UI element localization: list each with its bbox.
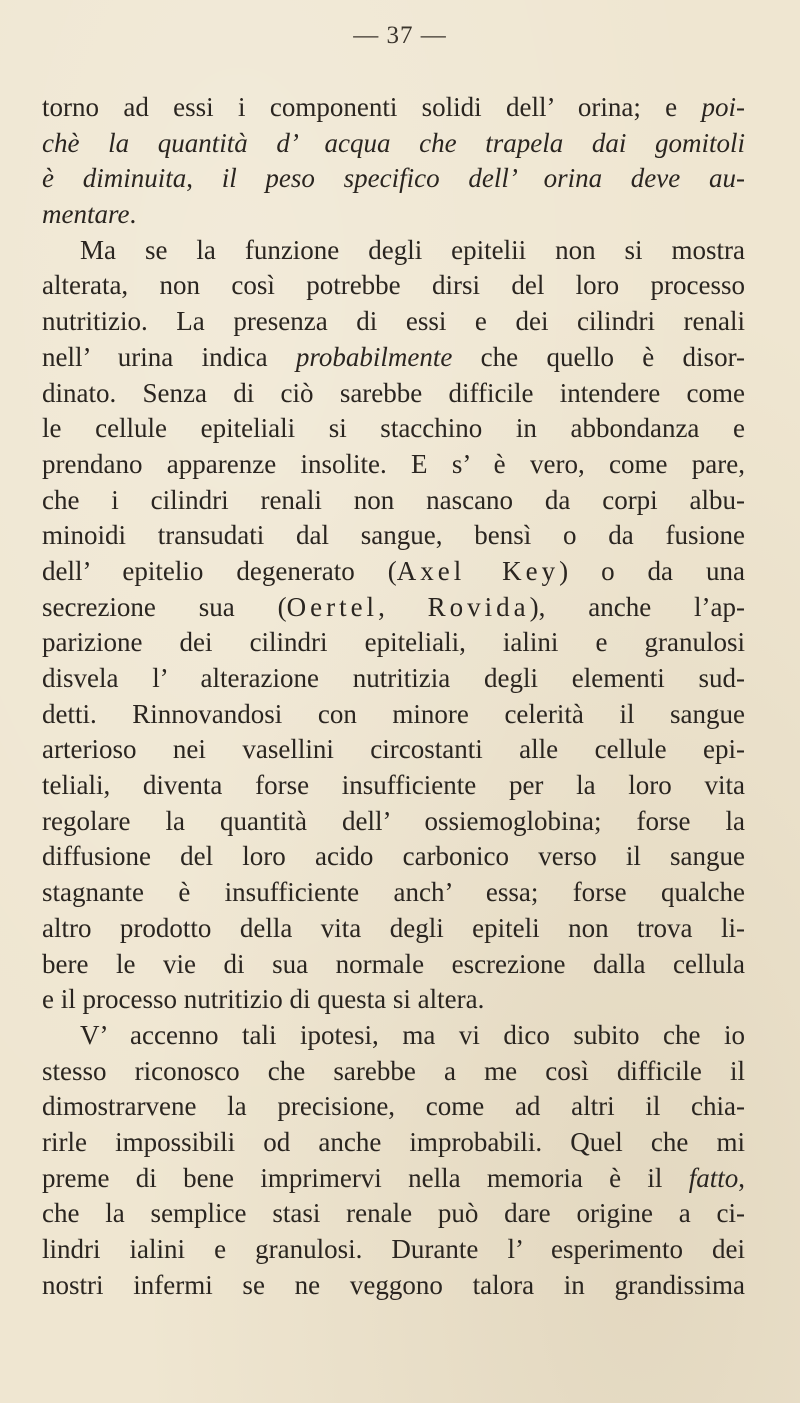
text-line: [42, 376, 745, 412]
text-run: probabilmente: [295, 341, 453, 372]
text-run: minoidi transudati dal sangue, bensì o da fusione: [42, 520, 745, 551]
text-line: [42, 590, 745, 626]
text-run: ), anche l’ap-: [529, 591, 745, 622]
text-run: regolare la quantità dell’ ossiemoglobina; forse la: [42, 805, 745, 836]
text-line: [42, 411, 745, 447]
text-line: [42, 768, 745, 804]
text-run: prendano apparenze insolite. E s’ è vero, come pare,: [42, 448, 745, 479]
text-line: [42, 1089, 745, 1125]
text-run: nell’ urina indica: [42, 341, 296, 372]
text-line: [42, 1268, 745, 1304]
author-name: Axel Key: [396, 555, 560, 586]
text-line: [42, 1018, 745, 1054]
text-line: [42, 625, 745, 661]
author-name: Rovida: [427, 591, 530, 622]
text-line: [42, 1232, 745, 1268]
text-run: V’ accenno tali ipotesi, ma vi dico subito che io: [80, 1019, 745, 1050]
text-run: ,: [186, 163, 222, 194]
text-line: [42, 911, 745, 947]
text-line: [42, 1161, 745, 1197]
text-line: [42, 1125, 745, 1161]
text-run: mentare: [42, 199, 130, 230]
text-line: [42, 233, 745, 269]
text-line: [42, 697, 745, 733]
text-line: [42, 268, 745, 304]
page-number: — 37 —: [353, 22, 447, 49]
text-run: preme di bene imprimervi nella memoria è il: [42, 1162, 689, 1193]
paragraph: [42, 90, 745, 233]
paragraph: [42, 1018, 745, 1304]
text-line: [42, 161, 745, 197]
text-run: dell’ epitelio degenerato (: [42, 555, 397, 586]
text-line: [42, 518, 745, 554]
text-run: le cellule epiteliali si stacchino in abbondanza e: [42, 413, 745, 444]
text-run: lindri ialini e granulosi. Durante l’ esperimento dei: [42, 1234, 745, 1264]
text-run: dinato. Senza di ciò sarebbe difficile intendere come: [42, 377, 745, 408]
text-run: .: [129, 199, 137, 230]
text-line: [42, 126, 745, 162]
text-run: rirle impossibili od anche improbabili. Quel che mi: [42, 1126, 745, 1157]
text-run: stesso riconosco che sarebbe a me così difficile il: [42, 1055, 745, 1086]
text-line: [42, 839, 745, 875]
text-run: che i cilindri renali non nascano da corpi albu-: [42, 484, 745, 515]
text-run: arterioso nei vasellini circostanti alle cellule epi-: [42, 734, 745, 765]
text-line: [42, 804, 745, 840]
text-run: stagnante è insufficiente anch’ essa; forse qualche: [42, 877, 745, 908]
text-run: diffusione del loro acido carbonico verso il sangue: [42, 841, 745, 872]
text-run: è diminuita: [42, 163, 187, 194]
text-line: [42, 304, 745, 340]
text-run: dimostrarvene la precisione, come ad altri il chia-: [42, 1091, 745, 1122]
text-run: ,: [378, 591, 428, 622]
text-run: detti. Rinnovandosi con minore celerità il sangue: [42, 698, 745, 729]
text-run: parizione dei cilindri epiteliali, ialini e granulosi: [42, 627, 745, 658]
text-run: fatto: [688, 1162, 739, 1193]
text-run: secrezione sua (: [42, 591, 287, 622]
text-line: [42, 483, 745, 519]
text-run: nostri infermi se ne veggono talora in grandissima: [42, 1269, 745, 1300]
text-line: [42, 982, 745, 1018]
text-run: teliali, diventa forse insufficiente per la loro vita: [42, 770, 745, 801]
text-run: nutritizio. La presenza di essi e dei cilindri renali: [42, 306, 745, 337]
text-line: [42, 732, 745, 768]
text-run: torno ad essi i componenti solidi dell’ orina; e: [42, 92, 702, 122]
author-name: Oertel: [286, 591, 379, 622]
text-line: [42, 1054, 745, 1090]
text-run: ,: [738, 1162, 745, 1193]
text-run: che quello è disor-: [452, 341, 745, 372]
text-run: il peso specifico dell’ orina deve au-: [221, 163, 745, 194]
text-run: disvela l’ alterazione nutritizia degli elementi sud-: [42, 663, 745, 693]
text-run: alterata, non così potrebbe dirsi del loro processo: [42, 270, 745, 301]
text-run: altro prodotto della vita degli epiteli non trova li-: [42, 912, 745, 943]
text-line: [42, 447, 745, 483]
text-line: [42, 90, 745, 126]
text-run: Ma se la funzione degli epitelii non si mostra: [80, 234, 745, 265]
text-run: chè la quantità d’ acqua che trapela dai gomitoli: [42, 127, 745, 158]
text-line: [42, 1196, 745, 1232]
text-run: e il processo nutritizio di questa si altera.: [42, 984, 485, 1015]
text-body: [42, 90, 745, 1303]
text-run: che la semplice stasi renale può dare origine a ci-: [42, 1198, 745, 1229]
text-run: ) o da una: [559, 555, 745, 586]
text-line: [42, 197, 745, 233]
text-line: [42, 554, 745, 590]
text-run: poi-: [701, 92, 745, 122]
text-run: bere le vie di sua normale escrezione dalla cellula: [42, 948, 745, 979]
text-line: [42, 947, 745, 983]
paragraph: [42, 233, 745, 1018]
text-line: [42, 340, 745, 376]
text-line: [42, 661, 745, 697]
text-line: [42, 875, 745, 911]
